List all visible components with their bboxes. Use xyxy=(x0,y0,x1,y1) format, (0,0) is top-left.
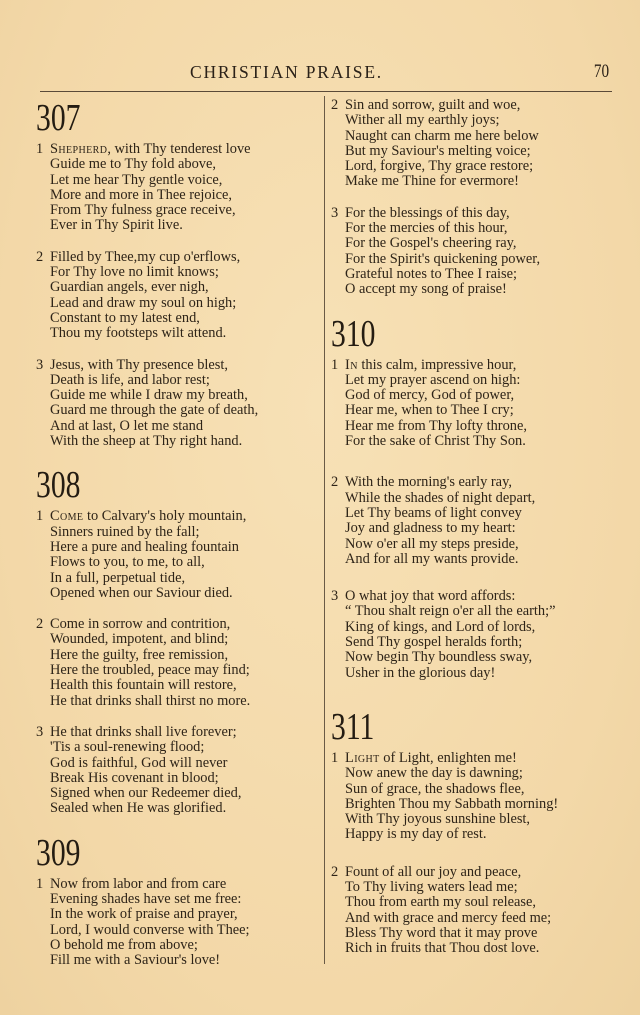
verse-line: O behold me from above; xyxy=(50,936,198,953)
verse-line: Make me Thine for evermore! xyxy=(345,173,519,190)
verse-line: Let my prayer ascend on high: xyxy=(345,371,521,388)
line-text: O what joy that word affords: xyxy=(345,588,516,605)
line-text: of Light, enlighten me! xyxy=(379,749,517,766)
stanza-number: 3 xyxy=(331,204,339,221)
stanza xyxy=(36,877,321,969)
header-rule xyxy=(40,91,612,92)
stanza xyxy=(331,98,631,190)
stanza-number: 2 xyxy=(36,248,44,265)
verse-line: Signed when our Redeemer died, xyxy=(50,785,242,802)
verse-line: Sealed when He was glorified. xyxy=(50,800,227,817)
column-divider xyxy=(324,96,325,964)
verse-line: God of mercy, God of power, xyxy=(345,387,515,404)
verse-line: Wither all my earthly joys; xyxy=(345,112,500,129)
line-text: Filled by Thee,my cup o'erflows, xyxy=(50,248,241,265)
stanza-number: 2 xyxy=(331,474,339,491)
verse-line: For Thy love no limit knows; xyxy=(50,264,219,281)
verse-line: While the shades of night depart, xyxy=(345,489,536,506)
stanza-number: 2 xyxy=(331,97,339,113)
stanza xyxy=(36,142,321,234)
stanza-number: 3 xyxy=(36,723,44,740)
verse-line: Health this fountain will restore, xyxy=(50,677,237,694)
verse-line xyxy=(331,475,631,490)
line-text: Fount of all our joy and peace, xyxy=(345,863,522,880)
verse-line: Wounded, impotent, and blind; xyxy=(50,631,229,648)
stanza-number: 3 xyxy=(36,356,44,373)
verse-line: Hear me, when to Thee I cry; xyxy=(345,402,514,419)
first-word: In xyxy=(345,356,358,373)
line-text: , with Thy tenderest love xyxy=(107,141,251,157)
stanza xyxy=(331,475,631,567)
page-number: 70 xyxy=(593,61,610,82)
running-title: CHRISTIAN PRAISE. xyxy=(190,62,383,82)
line-text: to Calvary's holy mountain, xyxy=(83,508,247,525)
line-text: Come in sorrow and contrition, xyxy=(50,616,231,633)
hymn-number: 311 xyxy=(331,705,375,748)
line-text: Sin and sorrow, guilt and woe, xyxy=(345,97,521,113)
verse-line: Here a pure and healing fountain xyxy=(50,538,239,555)
right-column xyxy=(331,98,631,972)
hymn-number: 309 xyxy=(36,831,81,874)
line-text: With the morning's early ray, xyxy=(345,474,512,491)
first-word: Shepherd xyxy=(50,141,108,157)
verse-line: With the sheep at Thy right hand. xyxy=(50,433,243,450)
verse-line: In a full, perpetual tide, xyxy=(50,569,186,586)
verse-line: Guide me to Thy fold above, xyxy=(50,156,216,173)
verse-line: Flows to you, to me, to all, xyxy=(50,554,205,571)
verse-line: Here the guilty, free remission, xyxy=(50,646,229,663)
stanza-number: 2 xyxy=(331,863,339,880)
verse-line xyxy=(331,358,631,373)
stanza xyxy=(36,358,321,450)
verse-line: Joy and gladness to my heart: xyxy=(345,520,516,537)
verse-line: Now anew the day is dawning; xyxy=(345,765,523,782)
verse-line: To Thy living waters lead me; xyxy=(345,878,518,895)
first-word: Light xyxy=(345,749,380,766)
stanza-number: 1 xyxy=(36,875,44,892)
stanza-number: 3 xyxy=(331,588,339,605)
verse-line: Guard me through the gate of death, xyxy=(50,402,259,419)
verse-line: Fill me with a Saviour's love! xyxy=(50,952,221,969)
verse-line: Lord, forgive, Thy grace restore; xyxy=(345,158,534,175)
verse-line: And at last, O let me stand xyxy=(50,417,204,434)
stanza xyxy=(36,617,321,709)
verse-line: Lead and draw my soul on high; xyxy=(50,294,237,311)
verse-line xyxy=(36,142,321,157)
verse-line: Thou from earth my soul release, xyxy=(345,894,537,911)
stanza xyxy=(331,358,631,450)
verse-line xyxy=(36,617,321,632)
line-text: He that drinks shall live forever; xyxy=(50,723,237,740)
verse-line: For the Gospel's cheering ray, xyxy=(345,235,517,252)
line-text: Now from labor and from care xyxy=(50,875,227,892)
stanza xyxy=(331,206,631,298)
verse-line: “ Thou shalt reign o'er all the earth;” xyxy=(345,603,556,620)
verse-line: Let Thy beams of light convey xyxy=(345,504,522,521)
verse-line: Evening shades have set me free: xyxy=(50,890,242,907)
verse-line: Brighten Thou my Sabbath morning! xyxy=(345,795,559,812)
verse-line: And for all my wants provide. xyxy=(345,550,519,567)
hymn-310 xyxy=(331,314,631,681)
verse-line xyxy=(331,206,631,221)
stanza-number: 1 xyxy=(331,356,339,373)
stanza xyxy=(36,509,321,601)
hymn-number: 307 xyxy=(36,97,81,139)
verse-line: Rich in fruits that Thou dost love. xyxy=(345,940,540,957)
stanza xyxy=(36,725,321,817)
verse-line: 'Tis a soul-renewing flood; xyxy=(50,739,205,756)
stanza xyxy=(331,589,631,681)
first-word: Come xyxy=(50,508,84,525)
verse-line: Guide me while I draw my breath, xyxy=(50,387,248,404)
verse-line: Sinners ruined by the fall; xyxy=(50,523,200,540)
stanza-number: 1 xyxy=(36,141,44,157)
line-text: Jesus, with Thy presence blest, xyxy=(50,356,228,373)
verse-line: He that drinks shall thirst no more. xyxy=(50,692,251,709)
verse-line: Death is life, and labor rest; xyxy=(50,371,210,388)
verse-line xyxy=(36,250,321,265)
verse-line: Now o'er all my steps preside, xyxy=(345,535,519,552)
verse-line: God is faithful, God will never xyxy=(50,754,228,771)
verse-line: For the Spirit's quickening power, xyxy=(345,250,541,267)
verse-line: Grateful notes to Thee I raise; xyxy=(345,265,517,282)
verse-line: Guardian angels, ever nigh, xyxy=(50,279,209,296)
verse-line: Ever in Thy Spirit live. xyxy=(50,217,183,234)
verse-line: Opened when our Saviour died. xyxy=(50,584,233,601)
hymn-308 xyxy=(36,465,321,816)
verse-line: But my Saviour's melting voice; xyxy=(345,142,531,159)
stanza-number: 1 xyxy=(36,508,44,525)
stanza-number: 2 xyxy=(36,616,44,633)
hymn-311 xyxy=(331,707,631,957)
verse-line: Usher in the glorious day! xyxy=(345,664,496,681)
stanza-number: 1 xyxy=(331,749,339,766)
verse-line xyxy=(36,358,321,373)
verse-line xyxy=(36,725,321,740)
verse-line: For the mercies of this hour, xyxy=(345,220,508,237)
verse-line: Here the troubled, peace may find; xyxy=(50,662,250,679)
left-column xyxy=(36,98,321,984)
verse-line: Happy is my day of rest. xyxy=(345,826,487,843)
verse-line: And with grace and mercy feed me; xyxy=(345,909,552,926)
verse-line: More and more in Thee rejoice, xyxy=(50,186,232,203)
verse-line: From Thy fulness grace receive, xyxy=(50,202,236,219)
verse-line: With Thy joyous sunshine blest, xyxy=(345,811,531,828)
verse-line xyxy=(331,589,631,604)
page-header xyxy=(0,0,640,90)
verse-line: Lord, I would converse with Thee; xyxy=(50,921,250,938)
verse-line: Constant to my latest end, xyxy=(50,309,200,326)
verse-line: O accept my song of praise! xyxy=(345,281,507,298)
stanza xyxy=(331,751,631,843)
hymn-309-continued xyxy=(331,98,631,298)
verse-line: In the work of praise and prayer, xyxy=(50,906,238,923)
verse-line: Let me hear Thy gentle voice, xyxy=(50,171,223,188)
verse-line: Break His covenant in blood; xyxy=(50,769,219,786)
verse-line: Hear me from Thy lofty throne, xyxy=(345,417,527,434)
verse-line: Now begin Thy boundless sway, xyxy=(345,649,533,666)
stanza xyxy=(36,250,321,342)
hymn-number: 310 xyxy=(331,312,376,355)
stanza xyxy=(331,865,631,957)
verse-line xyxy=(331,98,631,113)
verse-line xyxy=(331,751,631,766)
verse-line xyxy=(36,509,321,524)
verse-line: For the sake of Christ Thy Son. xyxy=(345,433,526,450)
hymn-309 xyxy=(36,833,321,969)
verse-line: Thou my footsteps wilt attend. xyxy=(50,325,227,342)
hymn-number: 308 xyxy=(36,464,81,507)
verse-line: Send Thy gospel heralds forth; xyxy=(345,634,523,651)
verse-line: King of kings, and Lord of lords, xyxy=(345,618,536,635)
verse-line xyxy=(331,865,631,880)
verse-line: Sun of grace, the shadows flee, xyxy=(345,780,525,797)
line-text: this calm, impressive hour, xyxy=(357,356,517,373)
hymn-307 xyxy=(36,98,321,449)
line-text: For the blessings of this day, xyxy=(345,204,510,221)
verse-line xyxy=(36,877,321,892)
verse-line: Naught can charm me here below xyxy=(345,127,539,144)
verse-line: Bless Thy word that it may prove xyxy=(345,924,538,941)
